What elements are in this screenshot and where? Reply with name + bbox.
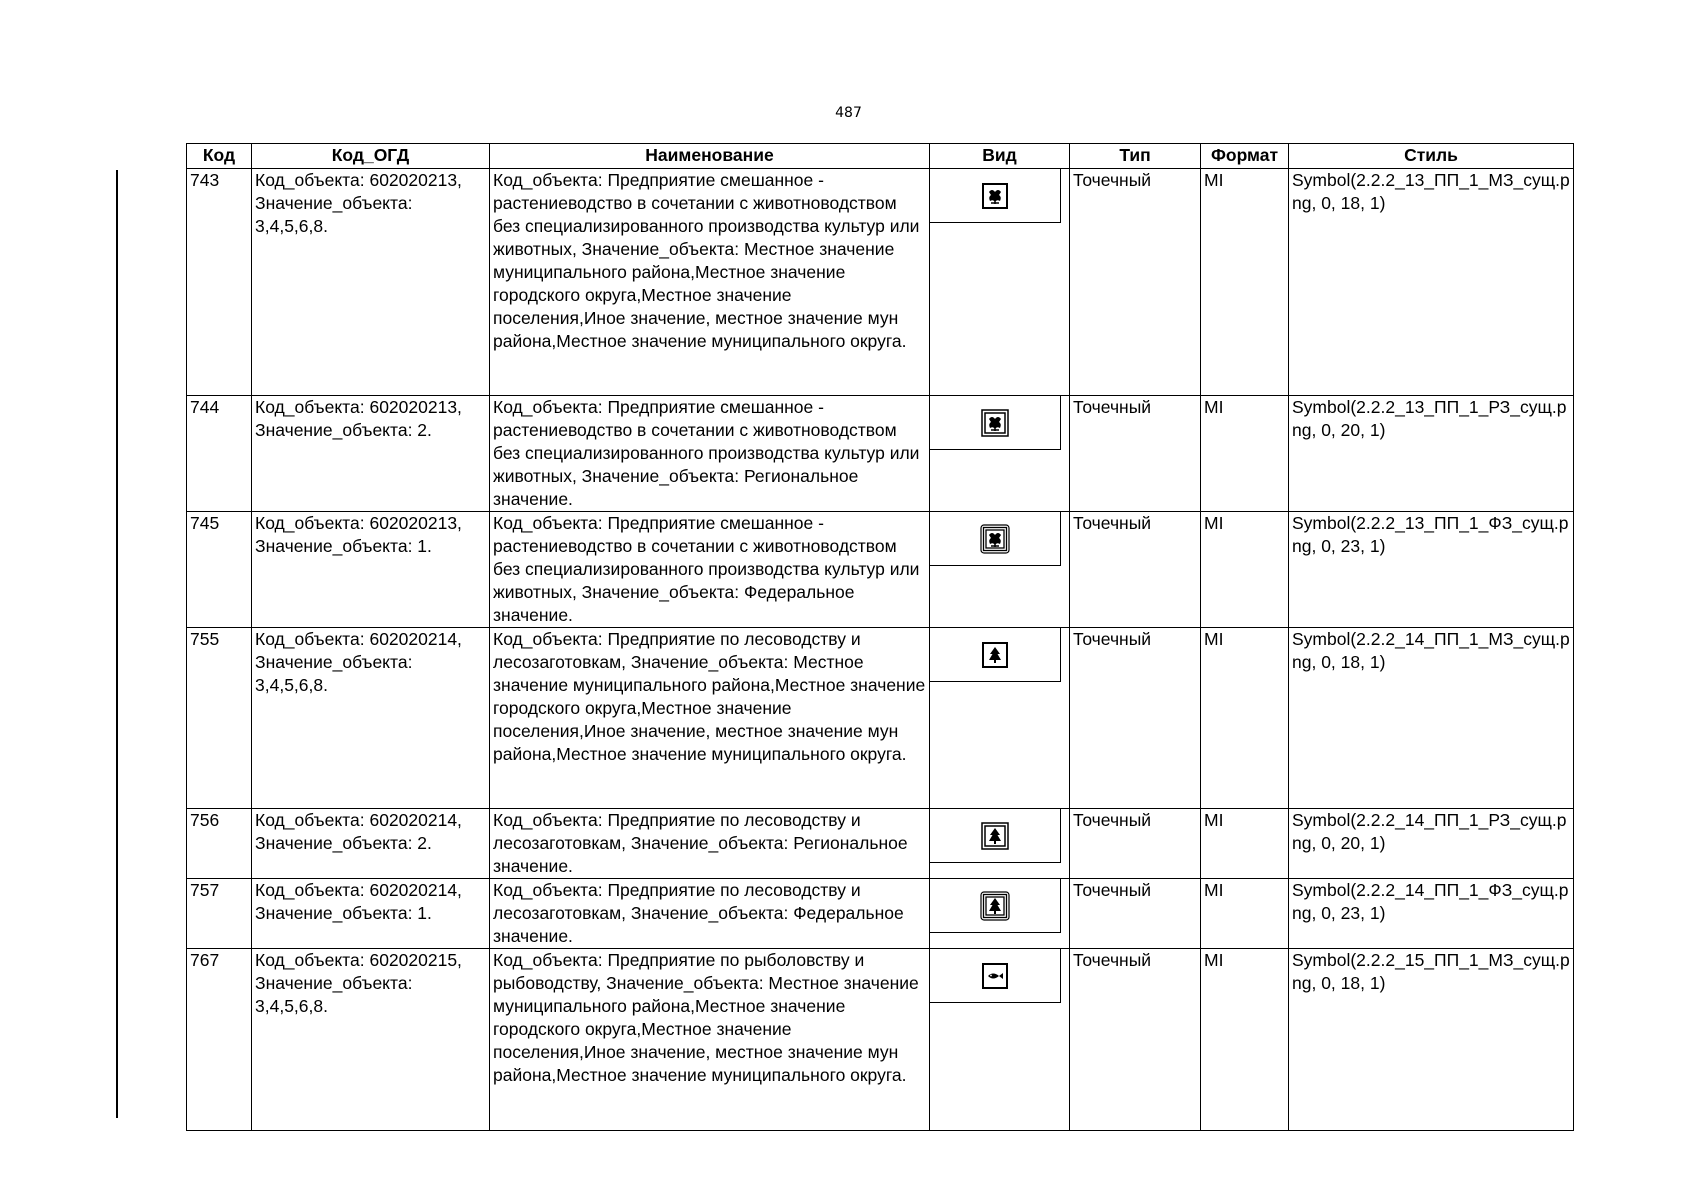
table-header-row — [187, 144, 1574, 169]
cell-style-text: Symbol(2.2.2_14_ПП_1_РЗ_сущ.png, 0, 20, 1) — [1292, 810, 1567, 853]
symbol-preview — [930, 949, 1061, 1003]
cell-ogd-code-text: Код_объекта: 602020213, Значение_объекта: 1. — [255, 513, 462, 556]
page-number: 487 — [835, 105, 862, 121]
tree-icon — [979, 639, 1011, 671]
cell-format-text: MI — [1204, 810, 1224, 830]
fish-icon — [979, 960, 1011, 992]
cell-type-text: Точечный — [1073, 880, 1152, 900]
cell-type — [1070, 628, 1201, 809]
cell-style-text: Symbol(2.2.2_14_ПП_1_ФЗ_сущ.png, 0, 23, 1) — [1292, 880, 1569, 923]
symbol-preview — [930, 809, 1061, 863]
header-name: Наименование — [490, 144, 930, 169]
cell-format — [1201, 879, 1289, 949]
tree-icon — [979, 820, 1011, 852]
cell-style — [1289, 512, 1574, 628]
table-row — [187, 949, 1574, 1131]
symbol-preview — [930, 396, 1061, 450]
cell-name-text: Код_объекта: Предприятие смешанное - растениеводство в сочетании с животноводством без специализированного производства культур или животных, Значение_объекта: Федеральное значение. — [493, 513, 920, 625]
cell-code — [187, 169, 252, 396]
cell-format-text: MI — [1204, 880, 1224, 900]
cell-type — [1070, 512, 1201, 628]
cell-style-text: Symbol(2.2.2_13_ПП_1_РЗ_сущ.png, 0, 20, 1) — [1292, 397, 1567, 440]
header-code: Код — [187, 144, 252, 169]
margin-line — [116, 170, 118, 1118]
cell-type-text: Точечный — [1073, 629, 1152, 649]
cell-code — [187, 809, 252, 879]
symbol-registry-table — [186, 143, 1574, 1131]
cell-type — [1070, 879, 1201, 949]
cell-ogd-code-text: Код_объекта: 602020213, Значение_объекта: 2. — [255, 397, 462, 440]
cell-code — [187, 949, 252, 1131]
cell-format-text: MI — [1204, 950, 1224, 970]
cell-ogd-code-text: Код_объекта: 602020214, Значение_объекта: 3,4,5,6,8. — [255, 629, 462, 695]
cell-view — [930, 628, 1070, 809]
header-style: Стиль — [1289, 144, 1574, 169]
symbol-preview — [930, 169, 1061, 223]
cell-format — [1201, 396, 1289, 512]
cell-ogd-code — [252, 949, 490, 1131]
mixed-farm-icon — [979, 180, 1011, 212]
header-format: Формат — [1201, 144, 1289, 169]
cell-name — [490, 169, 930, 396]
cell-ogd-code-text: Код_объекта: 602020213, Значение_объекта: 3,4,5,6,8. — [255, 170, 462, 236]
cell-ogd-code-text: Код_объекта: 602020215, Значение_объекта: 3,4,5,6,8. — [255, 950, 462, 1016]
cell-code-text: 745 — [190, 513, 220, 533]
cell-name-text: Код_объекта: Предприятие смешанное - растениеводство в сочетании с животноводством без специализированного производства культур или животных, Значение_объекта: Региональное значение. — [493, 397, 920, 509]
cell-type-text: Точечный — [1073, 170, 1152, 190]
table-row — [187, 628, 1574, 809]
cell-ogd-code-text: Код_объекта: 602020214, Значение_объекта: 1. — [255, 880, 462, 923]
cell-code-text: 756 — [190, 810, 220, 830]
cell-view — [930, 949, 1070, 1131]
cell-type — [1070, 396, 1201, 512]
cell-format-text: MI — [1204, 513, 1224, 533]
header-type: Тип — [1070, 144, 1201, 169]
cell-format — [1201, 809, 1289, 879]
cell-type-text: Точечный — [1073, 810, 1152, 830]
cell-style-text: Symbol(2.2.2_13_ПП_1_ФЗ_сущ.png, 0, 23, 1) — [1292, 513, 1569, 556]
cell-view — [930, 396, 1070, 512]
cell-view — [930, 879, 1070, 949]
cell-style — [1289, 628, 1574, 809]
table-row — [187, 809, 1574, 879]
cell-format — [1201, 628, 1289, 809]
cell-ogd-code — [252, 628, 490, 809]
cell-name — [490, 879, 930, 949]
cell-format-text: MI — [1204, 170, 1224, 190]
header-view: Вид — [930, 144, 1070, 169]
header-ogd-code: Код_ОГД — [252, 144, 490, 169]
cell-code — [187, 396, 252, 512]
cell-style-text: Symbol(2.2.2_14_ПП_1_МЗ_сущ.png, 0, 18, 1) — [1292, 629, 1570, 672]
cell-code — [187, 628, 252, 809]
cell-format-text: MI — [1204, 397, 1224, 417]
cell-type-text: Точечный — [1073, 397, 1152, 417]
tree-icon — [979, 890, 1011, 922]
symbol-preview — [930, 628, 1061, 682]
cell-ogd-code — [252, 169, 490, 396]
table-row — [187, 512, 1574, 628]
cell-ogd-code — [252, 512, 490, 628]
cell-type-text: Точечный — [1073, 950, 1152, 970]
cell-style-text: Symbol(2.2.2_13_ПП_1_МЗ_сущ.png, 0, 18, 1) — [1292, 170, 1570, 213]
cell-code-text: 744 — [190, 397, 220, 417]
cell-style — [1289, 169, 1574, 396]
cell-format — [1201, 512, 1289, 628]
cell-style — [1289, 949, 1574, 1131]
cell-ogd-code — [252, 396, 490, 512]
table-row — [187, 169, 1574, 396]
mixed-farm-icon — [979, 523, 1011, 555]
cell-name-text: Код_объекта: Предприятие смешанное - растениеводство в сочетании с животноводством без специализированного производства культур или животных, Значение_объекта: Местное значение муниципального района,Местное значение городского округа,Местное значение поселения,Иное значение, местное значение мун района,Местное значение муниципального округа. — [493, 170, 920, 351]
cell-type — [1070, 809, 1201, 879]
cell-ogd-code — [252, 809, 490, 879]
symbol-preview — [930, 512, 1061, 566]
cell-view — [930, 809, 1070, 879]
cell-style-text: Symbol(2.2.2_15_ПП_1_МЗ_сущ.png, 0, 18, 1) — [1292, 950, 1570, 993]
table-row — [187, 879, 1574, 949]
cell-code-text: 767 — [190, 950, 220, 970]
cell-view — [930, 169, 1070, 396]
cell-code-text: 743 — [190, 170, 220, 190]
cell-name-text: Код_объекта: Предприятие по рыболовству и рыбоводству, Значение_объекта: Местное значение муниципального района,Местное значение городского округа,Местное значение поселения,Иное значение, местное значение мун района,Местное значение муниципального округа. — [493, 950, 919, 1085]
cell-type-text: Точечный — [1073, 513, 1152, 533]
cell-code-text: 757 — [190, 880, 220, 900]
cell-code — [187, 512, 252, 628]
cell-name — [490, 628, 930, 809]
cell-view — [930, 512, 1070, 628]
cell-format — [1201, 949, 1289, 1131]
mixed-farm-icon — [979, 407, 1011, 439]
cell-name-text: Код_объекта: Предприятие по лесоводству и лесозаготовкам, Значение_объекта: Местное значение муниципального района,Местное значение городского округа,Местное значение поселения,Иное значение, местное значение мун района,Местное значение муниципального округа. — [493, 629, 926, 764]
cell-name — [490, 809, 930, 879]
cell-type — [1070, 169, 1201, 396]
cell-type — [1070, 949, 1201, 1131]
cell-ogd-code — [252, 879, 490, 949]
cell-style — [1289, 396, 1574, 512]
cell-name-text: Код_объекта: Предприятие по лесоводству и лесозаготовкам, Значение_объекта: Федеральное значение. — [493, 880, 904, 946]
cell-code — [187, 879, 252, 949]
cell-style — [1289, 879, 1574, 949]
cell-format — [1201, 169, 1289, 396]
cell-style — [1289, 809, 1574, 879]
cell-name — [490, 396, 930, 512]
table-row — [187, 396, 1574, 512]
cell-format-text: MI — [1204, 629, 1224, 649]
symbol-preview — [930, 879, 1061, 933]
cell-name — [490, 512, 930, 628]
cell-code-text: 755 — [190, 629, 220, 649]
cell-ogd-code-text: Код_объекта: 602020214, Значение_объекта: 2. — [255, 810, 462, 853]
cell-name — [490, 949, 930, 1131]
cell-name-text: Код_объекта: Предприятие по лесоводству и лесозаготовкам, Значение_объекта: Региональное значение. — [493, 810, 908, 876]
